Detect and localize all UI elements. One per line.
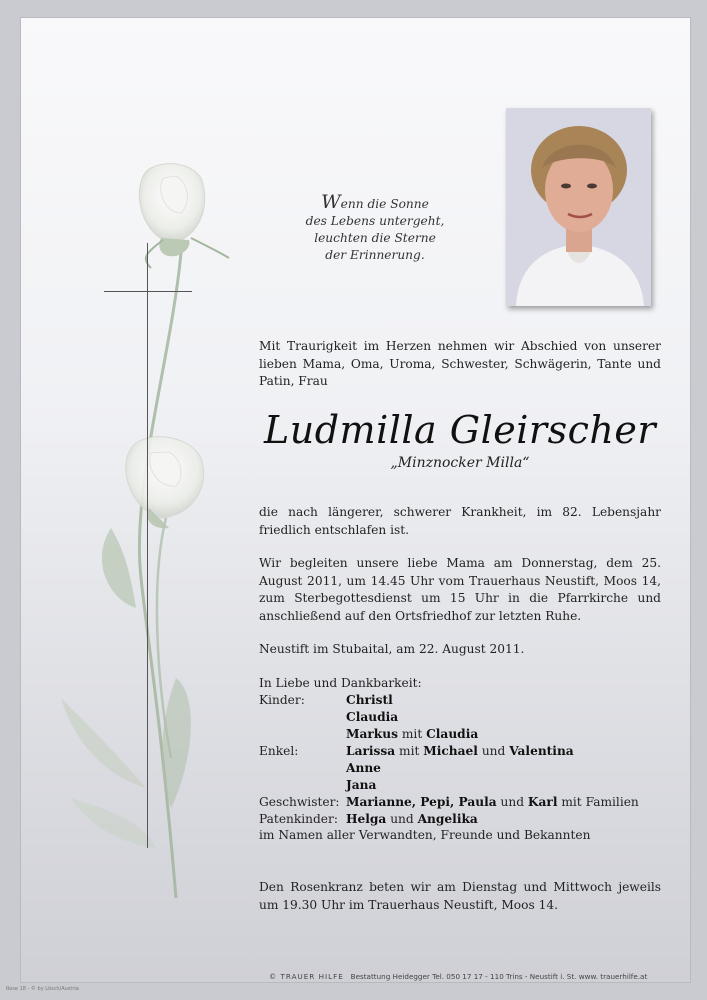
footer bbox=[269, 972, 689, 981]
geschwister-suffix: mit Familien bbox=[561, 795, 639, 809]
quote-line-2: des Lebens untergeht, bbox=[305, 214, 445, 228]
paten-und: und bbox=[390, 812, 414, 826]
kinder-name-1: Christl bbox=[346, 693, 393, 707]
obituary-card bbox=[20, 17, 691, 983]
family-row-kinder bbox=[259, 692, 661, 709]
memorial-quote bbox=[305, 191, 445, 264]
image-credit: Rose 18 - © by Lösch/Austria bbox=[6, 986, 79, 992]
closing-line: im Namen aller Verwandten, Freunde und Bekannten bbox=[259, 828, 591, 842]
quote-line-1 bbox=[305, 191, 445, 213]
quote-initial: W bbox=[321, 191, 341, 213]
enkel-name-2: Anne bbox=[346, 761, 381, 775]
kinder-label: Kinder: bbox=[259, 693, 305, 707]
enkel-label: Enkel: bbox=[259, 744, 299, 758]
rosary-notice: Den Rosenkranz beten wir am Dienstag und Mittwoch jeweils um 19.30 Uhr im Trauerhaus Neustift, Moos 14. bbox=[259, 880, 661, 912]
family-row-kinder-3 bbox=[259, 726, 661, 743]
geschwister-label: Geschwister: bbox=[259, 795, 340, 809]
enkel-name-3: Jana bbox=[346, 778, 377, 792]
cross-horizontal-line bbox=[104, 291, 192, 292]
enkel-1-und: und bbox=[481, 744, 506, 758]
family-row-enkel-3 bbox=[259, 777, 661, 794]
family-row-paten bbox=[259, 811, 661, 828]
enkel-name-1: Larissa bbox=[346, 744, 396, 758]
kinder-3-mit: mit bbox=[401, 727, 423, 741]
enkel-1-partner-2: Valentina bbox=[509, 744, 574, 758]
death-notice: die nach längerer, schwerer Krankheit, im 82. Lebensjahr friedlich entschlafen ist. bbox=[259, 505, 661, 537]
family-row-geschwister bbox=[259, 794, 661, 811]
portrait-photo bbox=[506, 108, 651, 306]
quote-line-1-text: enn die Sonne bbox=[340, 197, 429, 211]
footer-contact: Bestattung Heidegger Tel. 050 17 17 - 110 Trins - Neustift i. St. www. trauerhilfe.at bbox=[350, 972, 648, 981]
quote-line-4: der Erinnerung. bbox=[325, 248, 425, 262]
family-list bbox=[259, 692, 661, 828]
deceased-name: Ludmilla Gleirscher bbox=[264, 408, 656, 452]
quote-line-3: leuchten die Sterne bbox=[314, 231, 436, 245]
footer-brand: © TRAUER HILFE bbox=[269, 972, 344, 981]
geschwister-names: Marianne, Pepi, Paula bbox=[346, 795, 497, 809]
enkel-1-mit: mit bbox=[399, 744, 420, 758]
thanks-line: In Liebe und Dankbarkeit: bbox=[259, 676, 422, 690]
family-row-enkel bbox=[259, 743, 661, 760]
place-date: Neustift im Stubaital, am 22. August 2011. bbox=[259, 642, 525, 656]
paten-name-2: Angelika bbox=[417, 812, 478, 826]
portrait-illustration bbox=[506, 108, 651, 306]
family-row-kinder-2 bbox=[259, 709, 661, 726]
deceased-nickname: „Minznocker Milla“ bbox=[390, 455, 530, 471]
geschwister-und: und bbox=[500, 795, 525, 809]
cross-vertical-line bbox=[147, 243, 148, 848]
kinder-3-partner: Claudia bbox=[426, 727, 479, 741]
family-row-enkel-2 bbox=[259, 760, 661, 777]
paten-label: Patenkinder: bbox=[259, 812, 338, 826]
white-rose-illustration bbox=[51, 158, 241, 898]
geschwister-last: Karl bbox=[527, 795, 558, 809]
kinder-name-3: Markus bbox=[346, 727, 398, 741]
kinder-name-2: Claudia bbox=[346, 710, 399, 724]
intro-text: Mit Traurigkeit im Herzen nehmen wir Abschied von unserer lieben Mama, Oma, Uroma, Schwester, Schwägerin, Tante und Patin, Frau bbox=[259, 339, 661, 388]
paten-name-1: Helga bbox=[346, 812, 387, 826]
enkel-1-partner-1: Michael bbox=[423, 744, 478, 758]
funeral-notice: Wir begleiten unsere liebe Mama am Donnerstag, dem 25. August 2011, um 14.45 Uhr vom Trauerhaus Neustift, Moos 14, zum Sterbegottesdienst um 15 Uhr in die Pfarrkirche und anschließend auf den Ortsfriedhof zur letzten Ruhe. bbox=[259, 556, 661, 623]
